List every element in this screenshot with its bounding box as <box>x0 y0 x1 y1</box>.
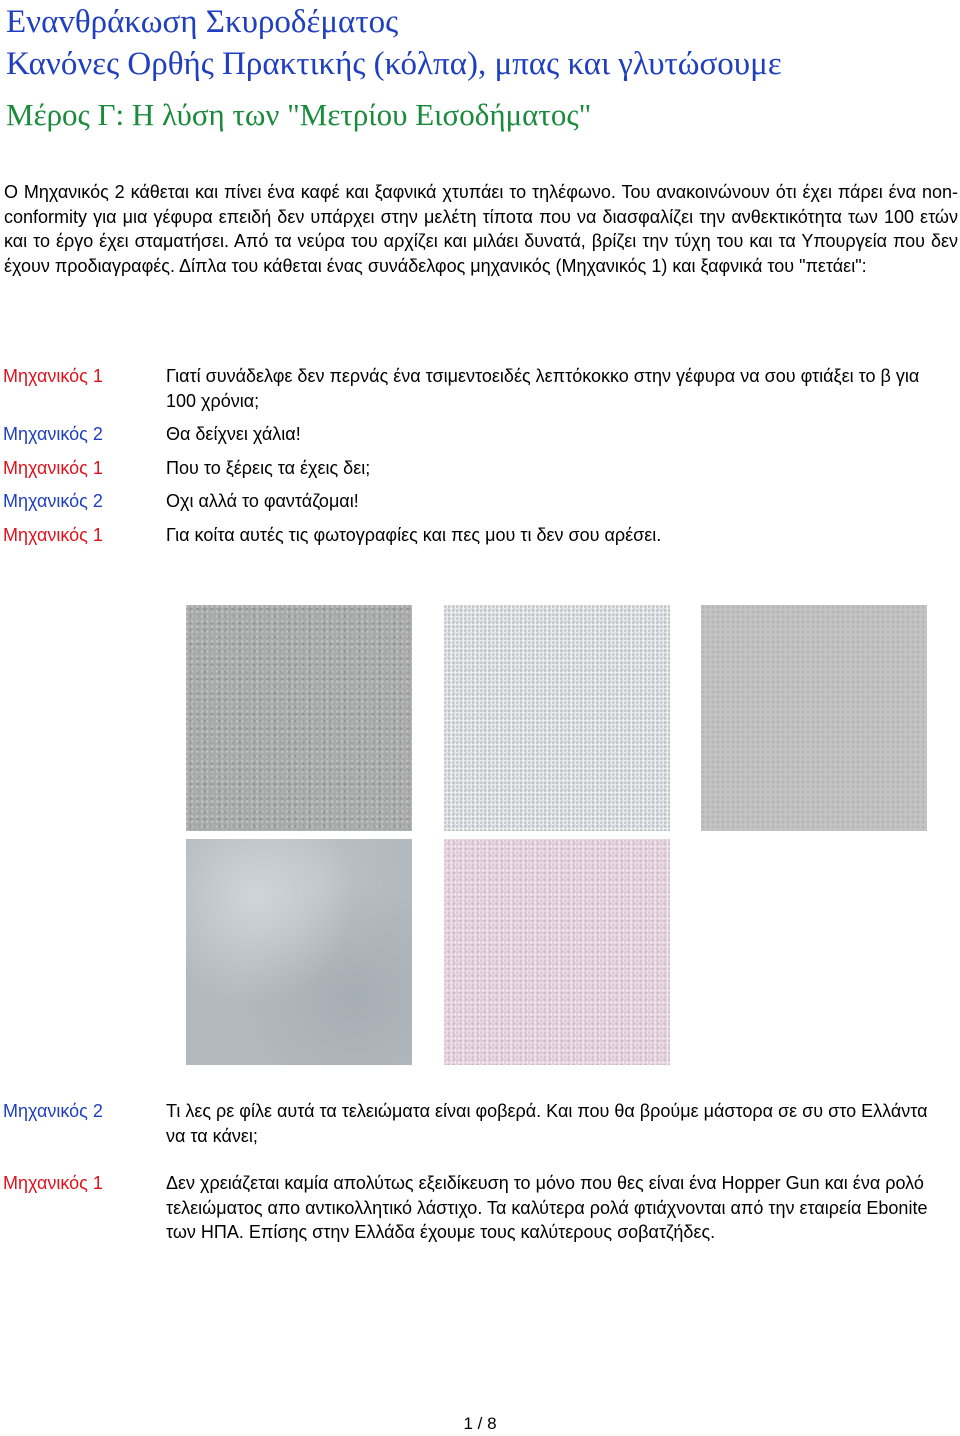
dialogue-row <box>0 456 960 481</box>
dialogue-row <box>0 422 960 447</box>
speaker-label: Μηχανικός 1 <box>3 1173 103 1194</box>
concrete-texture-photo <box>444 839 670 1065</box>
speaker-label: Μηχανικός 1 <box>3 457 103 478</box>
document-title-line2: Κανόνες Ορθής Πρακτικής (κόλπα), μπας και γλυτώσουμε <box>6 46 782 82</box>
dialogue-part-2 <box>0 1099 960 1268</box>
page-number: 1 / 8 <box>463 1414 497 1433</box>
concrete-texture-photo <box>444 605 670 831</box>
document-title: Εναvθράκωση Σκυροδέματος <box>6 4 399 40</box>
dialogue-row <box>0 489 960 514</box>
dialogue-line: Θα δείχνει χάλια! <box>166 424 301 445</box>
speaker-label: Μηχανικός 2 <box>3 1101 103 1121</box>
dialogue-part-1 <box>0 364 960 557</box>
intro-paragraph: Ο Μηχανικός 2 κάθεται και πίνει ένα καφέ και ξαφνικά χτυπάει το τηλέφωνο. Του ανακοινώνουν ότι έχει πάρει ένα non-conformity για μια γέφυρα επειδή δεν υπάρχει στην μελέτη τίποτα που να διασφαλίζει την ανθεκτικότητα των 100 ετών και το έργο έχει σταματήσει. Από τα νεύρα του αρχίζει και μιλάει δυνατά, βρίζει την τύχη του και τα Υπουργεία που δεν έχουν προδιαγραφές. Δίπλα του κάθεται ένας συνάδελφος μηχανικός (Μηχανικός 1) και ξαφνικά του "πετάει": <box>4 182 958 276</box>
dialogue-row <box>0 364 960 413</box>
dialogue-line: Οχι αλλά το φαντάζομαι! <box>166 491 359 512</box>
dialogue-line: Δεν χρειάζεται καμία απολύτως εξειδίκευση το μόνο που θες είναι ένα Hopper Gun και ένα ρολό τελειώματος απο αντικολλητικό λάστιχο. Τα καλύτερα ρολά φτιάχνονται από την εταιρεία Ebonite των ΗΠΑ. Επίσης στην Ελλάδα έχουμε τους καλύτερους σοβατζήδες. <box>166 1173 928 1243</box>
dialogue-line: Γιατί συνάδελφε δεν περνάς ένα τσιμεντοειδές λεπτόκοκκο στην γέφυρα να σου φτιάξει το β για 100 χρόνια; <box>166 366 920 411</box>
document-subtitle: Μέρος Γ: Η λύση των "Μετρίου Εισοδήματος" <box>6 97 592 132</box>
speaker-label: Μηχανικός 1 <box>3 524 103 545</box>
speaker-label: Μηχανικός 2 <box>3 491 103 512</box>
dialogue-row <box>0 523 960 548</box>
concrete-texture-photo <box>701 605 927 831</box>
dialogue-line: Για κοίτα αυτές τις φωτογραφίες και πες μου τι δεν σου αρέσει. <box>166 524 662 545</box>
speaker-label: Μηχανικός 1 <box>3 366 103 386</box>
dialogue-line: Τι λες ρε φίλε αυτά τα τελειώματα είναι φοβερά. Και που θα βρούμε μάστορα σε συ στο Ελλάντα να τα κάνει; <box>166 1101 928 1146</box>
concrete-texture-photo <box>186 605 412 831</box>
dialogue-line: Που το ξέρεις τα έχεις δει; <box>166 457 371 478</box>
dialogue-row <box>0 1099 960 1148</box>
dialogue-row <box>0 1171 960 1245</box>
speaker-label: Μηχανικός 2 <box>3 424 103 445</box>
concrete-texture-photo <box>186 839 412 1065</box>
